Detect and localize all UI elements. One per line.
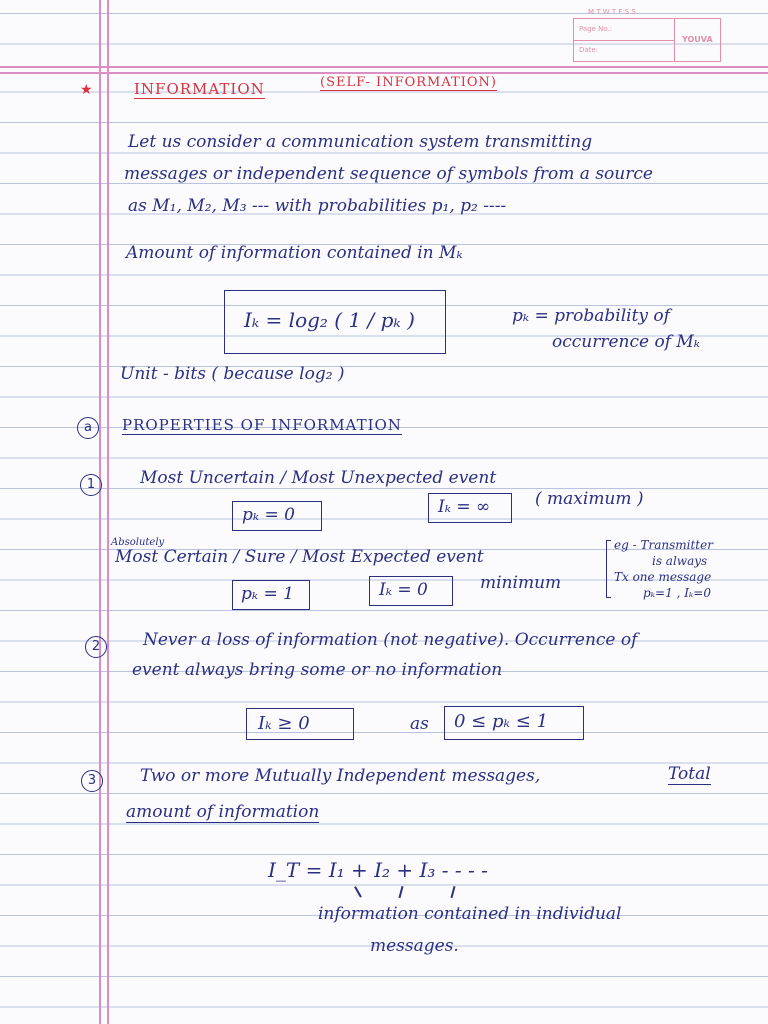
- example-line-2: is always: [652, 554, 708, 568]
- example-line-4: pₖ=1 , Iₖ=0: [643, 586, 711, 600]
- amount-text: Amount of information contained in Mₖ: [126, 243, 463, 263]
- p2-box-range-text: 0 ≤ pₖ ≤ 1: [454, 711, 549, 732]
- p3-tick-1: [354, 886, 361, 897]
- example-line-1: eg - Transmitter: [614, 538, 713, 552]
- p1-box-ik-inf-text: Iₖ = ∞: [438, 497, 491, 517]
- top-header-line: [0, 66, 768, 68]
- top-header-line-2: [0, 72, 768, 74]
- label-a-circle: a: [77, 417, 99, 439]
- p1-text: Most Uncertain / Most Unexpected event: [140, 468, 497, 488]
- page-no-label: Page No.:: [579, 25, 613, 33]
- pk-note-2: occurrence of Mₖ: [552, 332, 701, 352]
- brand-logo: YOUVA: [682, 35, 713, 44]
- p3-tick-3: [450, 886, 455, 898]
- p3-tick-2: [398, 886, 403, 898]
- example-line-3: Tx one message: [614, 570, 712, 584]
- title-sub: (SELF- INFORMATION): [320, 75, 497, 90]
- header-divider-v: [674, 19, 675, 61]
- formula-ik: Iₖ = log₂ ( 1 / pₖ ): [244, 308, 415, 332]
- date-label: Date:: [579, 46, 599, 54]
- p2-as: as: [410, 714, 429, 734]
- p3-line-1: Two or more Mutually Independent messages,: [140, 766, 541, 786]
- unit-text: Unit - bits ( because log₂ ): [120, 364, 345, 384]
- margin-line-secondary: [107, 0, 109, 1024]
- star-mark: ★: [80, 82, 94, 98]
- p3-note-2: messages.: [370, 936, 459, 956]
- left-margin-line: [99, 0, 101, 1024]
- p2-box-ik-geq0-text: Iₖ ≥ 0: [258, 713, 310, 734]
- p1-maximum: ( maximum ): [535, 489, 644, 509]
- num-1-circle: 1: [80, 474, 102, 496]
- p1-text-2: Most Certain / Sure / Most Expected event: [115, 547, 484, 567]
- page-header-box: [573, 18, 721, 62]
- p3-formula: I_T = I₁ + I₂ + I₃ - - - -: [268, 858, 488, 882]
- example-bracket: [606, 540, 611, 598]
- p2-line-1: Never a loss of information (not negative). Occurrence of: [143, 630, 638, 650]
- p3-total: Total: [668, 764, 711, 784]
- intro-line-1: Let us consider a communication system transmitting: [128, 132, 593, 152]
- title-main: INFORMATION: [134, 80, 265, 98]
- pk-note-1: pₖ = probability of: [512, 306, 670, 326]
- properties-heading: PROPERTIES OF INFORMATION: [122, 416, 402, 434]
- p3-line-2: amount of information: [126, 802, 320, 822]
- num-3-circle: 3: [81, 770, 103, 792]
- intro-line-3: as M₁, M₂, M₃ --- with probabilities p₁, p₂ ----: [128, 196, 507, 216]
- header-divider-h: [574, 40, 674, 41]
- p1-absolutely: Absolutely: [111, 537, 165, 548]
- p3-note-1: information contained in individual: [318, 904, 622, 924]
- p1-box-pk1-text: pₖ = 1: [241, 584, 294, 604]
- p1-minimum: minimum: [480, 573, 562, 593]
- p1-box-pk0-text: pₖ = 0: [242, 505, 295, 525]
- num-2-circle: 2: [85, 636, 107, 658]
- intro-line-2: messages or independent sequence of symbols from a source: [124, 164, 653, 184]
- weekday-strip: M T W T F S S: [588, 8, 636, 16]
- p1-box-ik0-text: Iₖ = 0: [379, 580, 428, 600]
- p2-line-2: event always bring some or no information: [132, 660, 503, 680]
